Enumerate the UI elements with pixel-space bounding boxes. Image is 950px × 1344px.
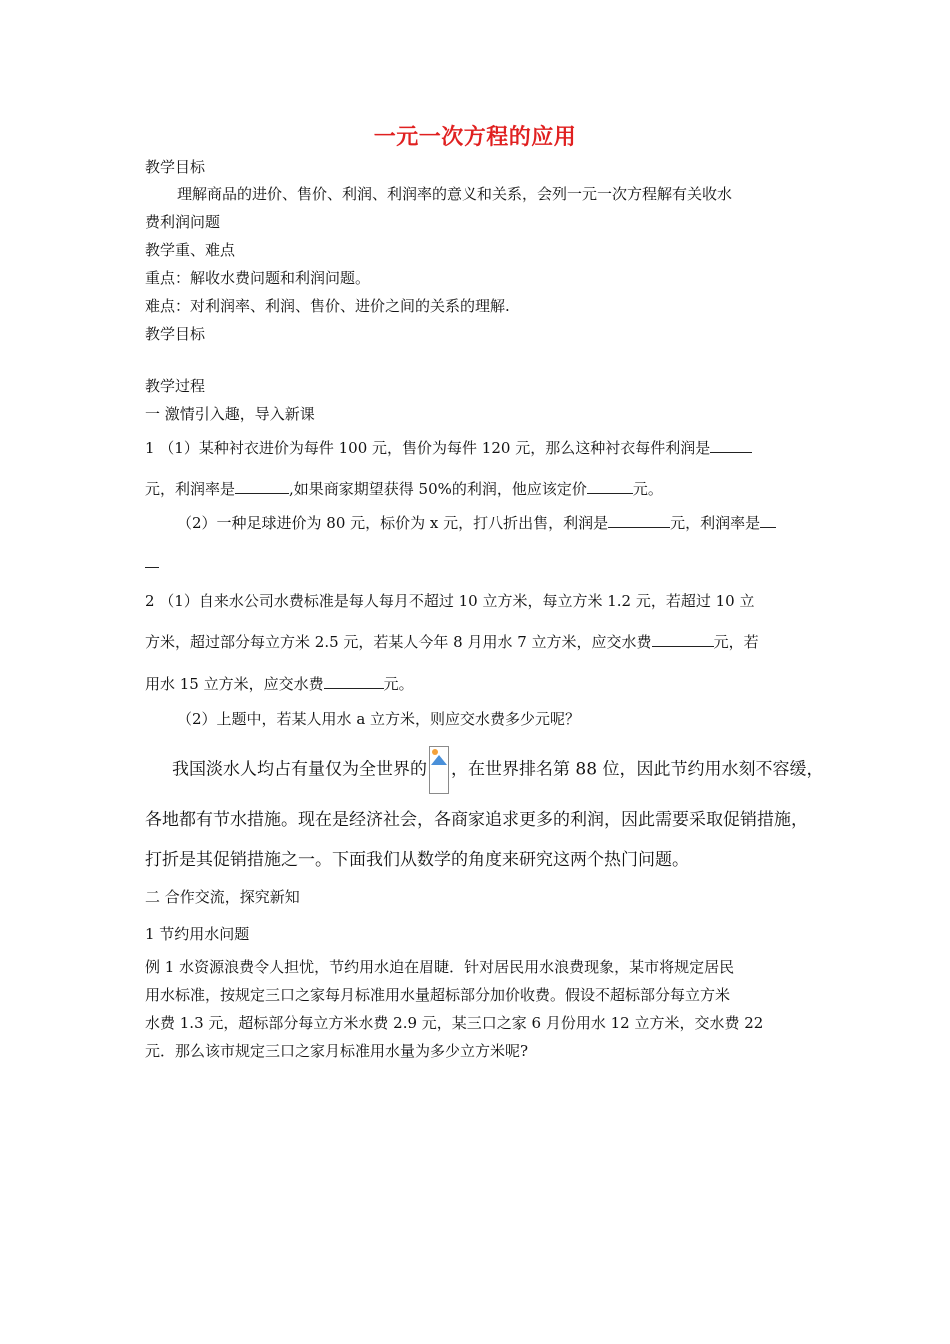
answer-blank (587, 479, 633, 494)
question-1-2-line-b (145, 553, 159, 573)
heading-key-points: 教学重、难点 (145, 241, 236, 259)
heading-process: 教学过程 (145, 377, 206, 395)
heading-objectives-2: 教学目标 (145, 325, 206, 343)
question-1-1-line-a (145, 438, 752, 458)
subsection-1-title: 1 节约用水问题 (145, 925, 250, 943)
intro-line-b: 各地都有节水措施。现在是经济社会，各商家追求更多的利润，因此需要采取促销措施， (145, 810, 808, 830)
example-1-line-1: 例 1 水资源浪费令人担忧，节约用水迫在眉睫．针对居民用水浪费现象，某市将规定居民 (145, 958, 735, 976)
example-1-line-4: 元．那么该市规定三口之家月标准用水量为多少立方米呢? (145, 1042, 529, 1060)
image-placeholder-icon (429, 746, 449, 794)
question-2-1-text-b2: 元，若 (713, 633, 759, 651)
question-1-1-text-b2: ,如果商家期望获得 50%的利润，他应该定价 (289, 480, 587, 498)
difficult-point: 难点：对利润率、利润、售价、进价之间的关系的理解. (145, 297, 510, 315)
key-point: 重点：解收水费问题和利润问题。 (145, 269, 371, 287)
answer-blank (710, 438, 752, 453)
intro-text-a1: 我国淡水人均占有量仅为全世界的 (172, 759, 427, 780)
question-1-1-text-b3: 元。 (632, 480, 663, 498)
answer-blank (324, 674, 384, 689)
question-2-2: （2）上题中，若某人用水 a 立方米，则应交水费多少元呢？ (177, 710, 581, 728)
document-title: 一元一次方程的应用 (373, 125, 577, 150)
question-2-1-line-c (145, 674, 414, 694)
question-1-2-text-a1: （2）一种足球进价为 80 元，标价为 x 元，打八折出售，利润是 (177, 514, 609, 532)
answer-blank (760, 513, 776, 528)
question-2-1-text-c2: 元。 (383, 675, 414, 693)
section-2-title: 二 合作交流，探究新知 (145, 888, 300, 906)
objective-text-1: 理解商品的进价、售价、利润、利润率的意义和关系，会列一元一次方程解有关收水 (177, 185, 733, 203)
question-2-1-text-b1: 方米，超过部分每立方米 2.5 元，若某人今年 8 月用水 7 立方米，应交水费 (145, 633, 652, 651)
answer-blank (608, 513, 670, 528)
objective-text-2: 费利润问题 (145, 213, 221, 231)
answer-blank (145, 553, 159, 568)
intro-text-a2: ，在世界排名第 88 位，因此节约用水刻不容缓， (451, 759, 824, 780)
question-1-2-line-a (177, 513, 776, 533)
answer-blank (652, 632, 714, 647)
question-2-1-line-a: 2 （1）自来水公司水费标准是每人每月不超过 10 立方米，每立方米 1.2 元，若超过 10 立 (145, 592, 755, 610)
question-2-1-text-c1: 用水 15 立方米，应交水费 (145, 675, 324, 693)
question-1-2-text-a2: 元，利润率是 (670, 514, 761, 532)
question-1-1-text-b1: 元，利润率是 (145, 480, 236, 498)
mountain-icon (431, 755, 447, 765)
question-1-1-text-a: 1 （1）某种衬衣进价为每件 100 元，售价为每件 120 元，那么这种衬衣每件利润是 (145, 439, 711, 457)
section-1-title: 一 激情引入趣，导入新课 (145, 405, 315, 423)
intro-line-a (172, 746, 823, 794)
answer-blank (235, 479, 289, 494)
example-1-line-2: 用水标准，按规定三口之家每月标准用水量超标部分加价收费。假设不超标部分每立方米 (145, 986, 731, 1004)
heading-objectives: 教学目标 (145, 158, 206, 176)
example-1-line-3: 水费 1.3 元，超标部分每立方米水费 2.9 元，某三口之家 6 月份用水 12 立方米，交水费 22 (145, 1014, 764, 1032)
intro-line-c: 打折是其促销措施之一。下面我们从数学的角度来研究这两个热门问题。 (145, 850, 689, 870)
question-2-1-line-b (145, 632, 759, 652)
question-1-1-line-b (145, 479, 663, 499)
